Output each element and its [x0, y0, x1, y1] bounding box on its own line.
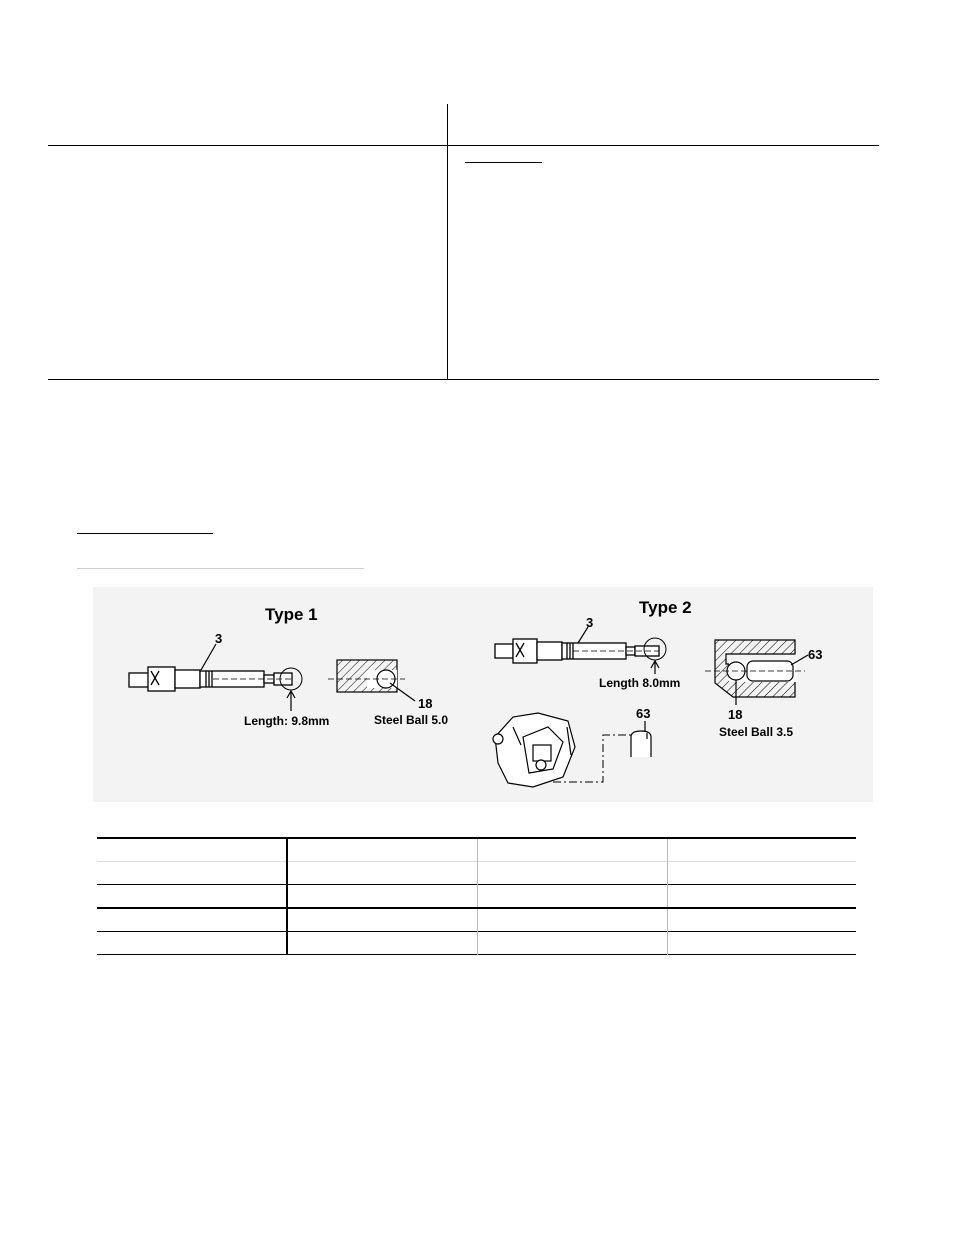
header-right-underline	[465, 162, 542, 163]
header-bottom-rule	[48, 379, 879, 380]
table-row	[97, 885, 856, 909]
table-row	[97, 862, 856, 885]
type2-ball-label: Steel Ball 3.5	[719, 725, 794, 739]
spec-table	[97, 837, 856, 955]
type1-ball-label: Steel Ball 5.0	[374, 713, 449, 727]
type2-ball-callout: 18	[728, 707, 743, 722]
type2-shaft-callout: 3	[586, 615, 594, 630]
section-subheading-rule	[77, 568, 364, 569]
type2-length-label: Length 8.0mm	[599, 676, 681, 690]
table-row	[97, 908, 856, 932]
table-row	[97, 932, 856, 955]
section-heading-underline	[77, 533, 213, 534]
header-top-rule	[48, 145, 879, 146]
table-row	[97, 838, 856, 862]
assembly-figure	[93, 587, 873, 802]
type2-title: Type 2	[639, 598, 692, 617]
type1-shaft-callout: 3	[215, 631, 223, 646]
type1-title: Type 1	[265, 605, 318, 624]
type2-pin-drawing	[631, 731, 651, 757]
type1-length-label: Length: 9.8mm	[244, 714, 330, 728]
type1-ball-callout: 18	[418, 696, 433, 711]
type2-pin-detail-callout: 63	[636, 706, 651, 721]
type1-ball-seat-drawing	[328, 660, 405, 692]
type2-pin-callout: 63	[808, 647, 823, 662]
